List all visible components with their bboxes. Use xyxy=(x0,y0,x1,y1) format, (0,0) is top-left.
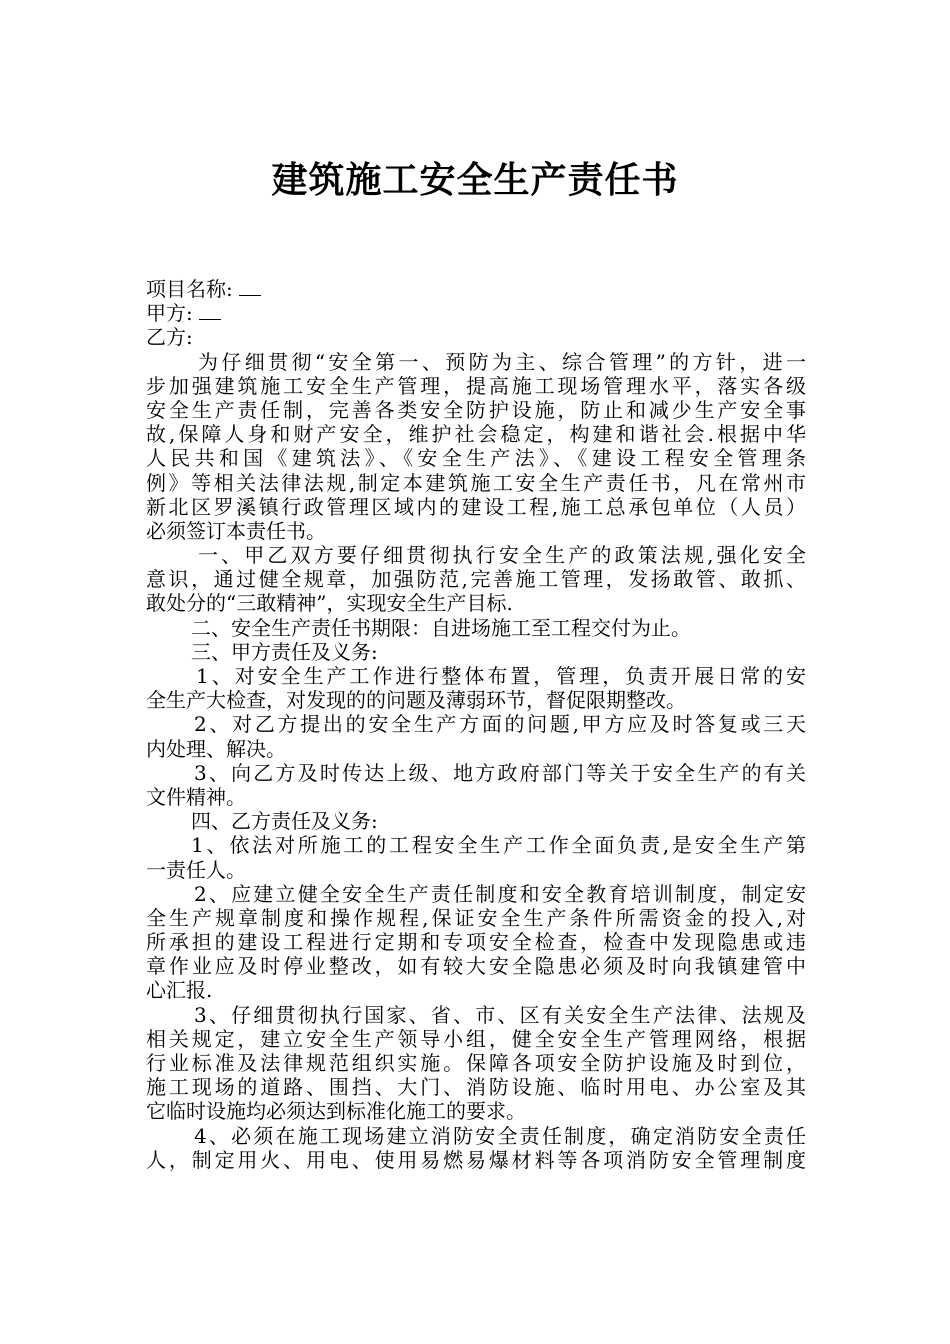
document-text-line: 相关规定，建立安全生产领导小组，健全安全生产管理网络，根据 xyxy=(146,1026,806,1051)
document-text-line: 步加强建筑施工安全生产管理，提高施工现场管理水平，落实各级 xyxy=(146,373,806,398)
document-text-line: 1、对安全生产工作进行整体布置，管理，负责开展日常的安 xyxy=(196,664,806,688)
document-text-line: 内处理、解决。 xyxy=(146,736,286,761)
document-text-line: 全生产大检查，对发现的的问题及薄弱环节，督促限期整改。 xyxy=(146,688,686,713)
party-b-field xyxy=(146,325,806,349)
document-text-line: 新北区罗溪镇行政管理区域内的建设工程,施工总承包单位（人员） xyxy=(146,494,806,519)
document-body xyxy=(146,277,806,1172)
document-text-line: 3、仔细贯彻执行国家、省、市、区有关安全生产法律、法规及 xyxy=(194,1002,806,1027)
document-text-line: 三、甲方责任及义务: xyxy=(191,639,378,664)
document-text-line: 文件精神。 xyxy=(146,784,246,809)
document-text-line: 安全生产责任制，完善各类安全防护设施，防止和减少生产安全事 xyxy=(146,397,806,422)
document-title: 建筑施工安全生产责任书 xyxy=(271,160,679,201)
document-text-line: 行业标准及法律规范组织实施。保障各项安全防护设施及时到位， xyxy=(146,1051,806,1075)
document-text-line: 所承担的建设工程进行定期和专项安全检查，检查中发现隐患或违 xyxy=(146,930,806,955)
document-text-line: 心汇报. xyxy=(146,978,213,1003)
document-text-line: 一、甲乙双方要仔细贯彻执行安全生产的政策法规,强化安全 xyxy=(198,543,806,568)
document-text-line: 1、依法对所施工的工程安全生产工作全面负责,是安全生产第 xyxy=(191,833,806,858)
document-text-line: 2、应建立健全安全生产责任制度和安全教育培训制度，制定安 xyxy=(194,881,806,906)
document-text-line: 例》等相关法律法规,制定本建筑施工安全生产责任书，凡在常州市 xyxy=(146,470,806,495)
document-text-line: 一责任人。 xyxy=(146,857,246,882)
party-a-label: 甲方: xyxy=(146,301,193,326)
document-text-line: 二、安全生产责任书期限：自进场施工至工程交付为止。 xyxy=(191,615,691,640)
document-text-line: 人，制定用火、用电、使用易燃易爆材料等各项消防安全管理制度 xyxy=(146,1147,806,1172)
document-text-line: 必须签订本责任书。 xyxy=(146,518,326,543)
document-text-line: 敢处分的“三敢精神”，实现安全生产目标. xyxy=(146,591,513,616)
document-text-line: 故,保障人身和财产安全，维护社会稳定，构建和谐社会.根据中华 xyxy=(146,422,806,447)
party-a-blank xyxy=(199,301,221,320)
document-text-line: 它临时设施均必须达到标准化施工的要求。 xyxy=(146,1099,526,1124)
document-text-line: 2、对乙方提出的安全生产方面的问题,甲方应及时答复或三天 xyxy=(194,712,806,737)
project-name-field xyxy=(146,277,806,301)
document-text-line: 四、乙方责任及义务: xyxy=(191,809,378,834)
document-text-line: 为仔细贯彻“安全第一、预防为主、综合管理”的方针，进一 xyxy=(198,349,806,374)
party-b-label: 乙方: xyxy=(146,325,193,350)
document-text-line: 4、必须在施工现场建立消防安全责任制度，确定消防安全责任 xyxy=(194,1123,806,1148)
project-name-label: 项目名称: xyxy=(146,277,233,301)
project-name-blank xyxy=(239,277,261,296)
document-text-line: 章作业应及时停业整改，如有较大安全隐患必须及时向我镇建管中 xyxy=(146,954,806,979)
document-text-line: 施工现场的道路、围挡、大门、消防设施、临时用电、办公室及其 xyxy=(146,1075,806,1100)
party-a-field xyxy=(146,301,806,325)
document-text-line: 全生产规章制度和操作规程,保证安全生产条件所需资金的投入,对 xyxy=(146,905,806,930)
document-text-line: 意识，通过健全规章，加强防范,完善施工管理，发扬敢管、敢抓、 xyxy=(146,567,806,592)
document-text-line: 3、向乙方及时传达上级、地方政府部门等关于安全生产的有关 xyxy=(194,760,806,785)
document-text-line: 人民共和国《建筑法》、《安全生产法》、《建设工程安全管理条 xyxy=(146,446,806,471)
